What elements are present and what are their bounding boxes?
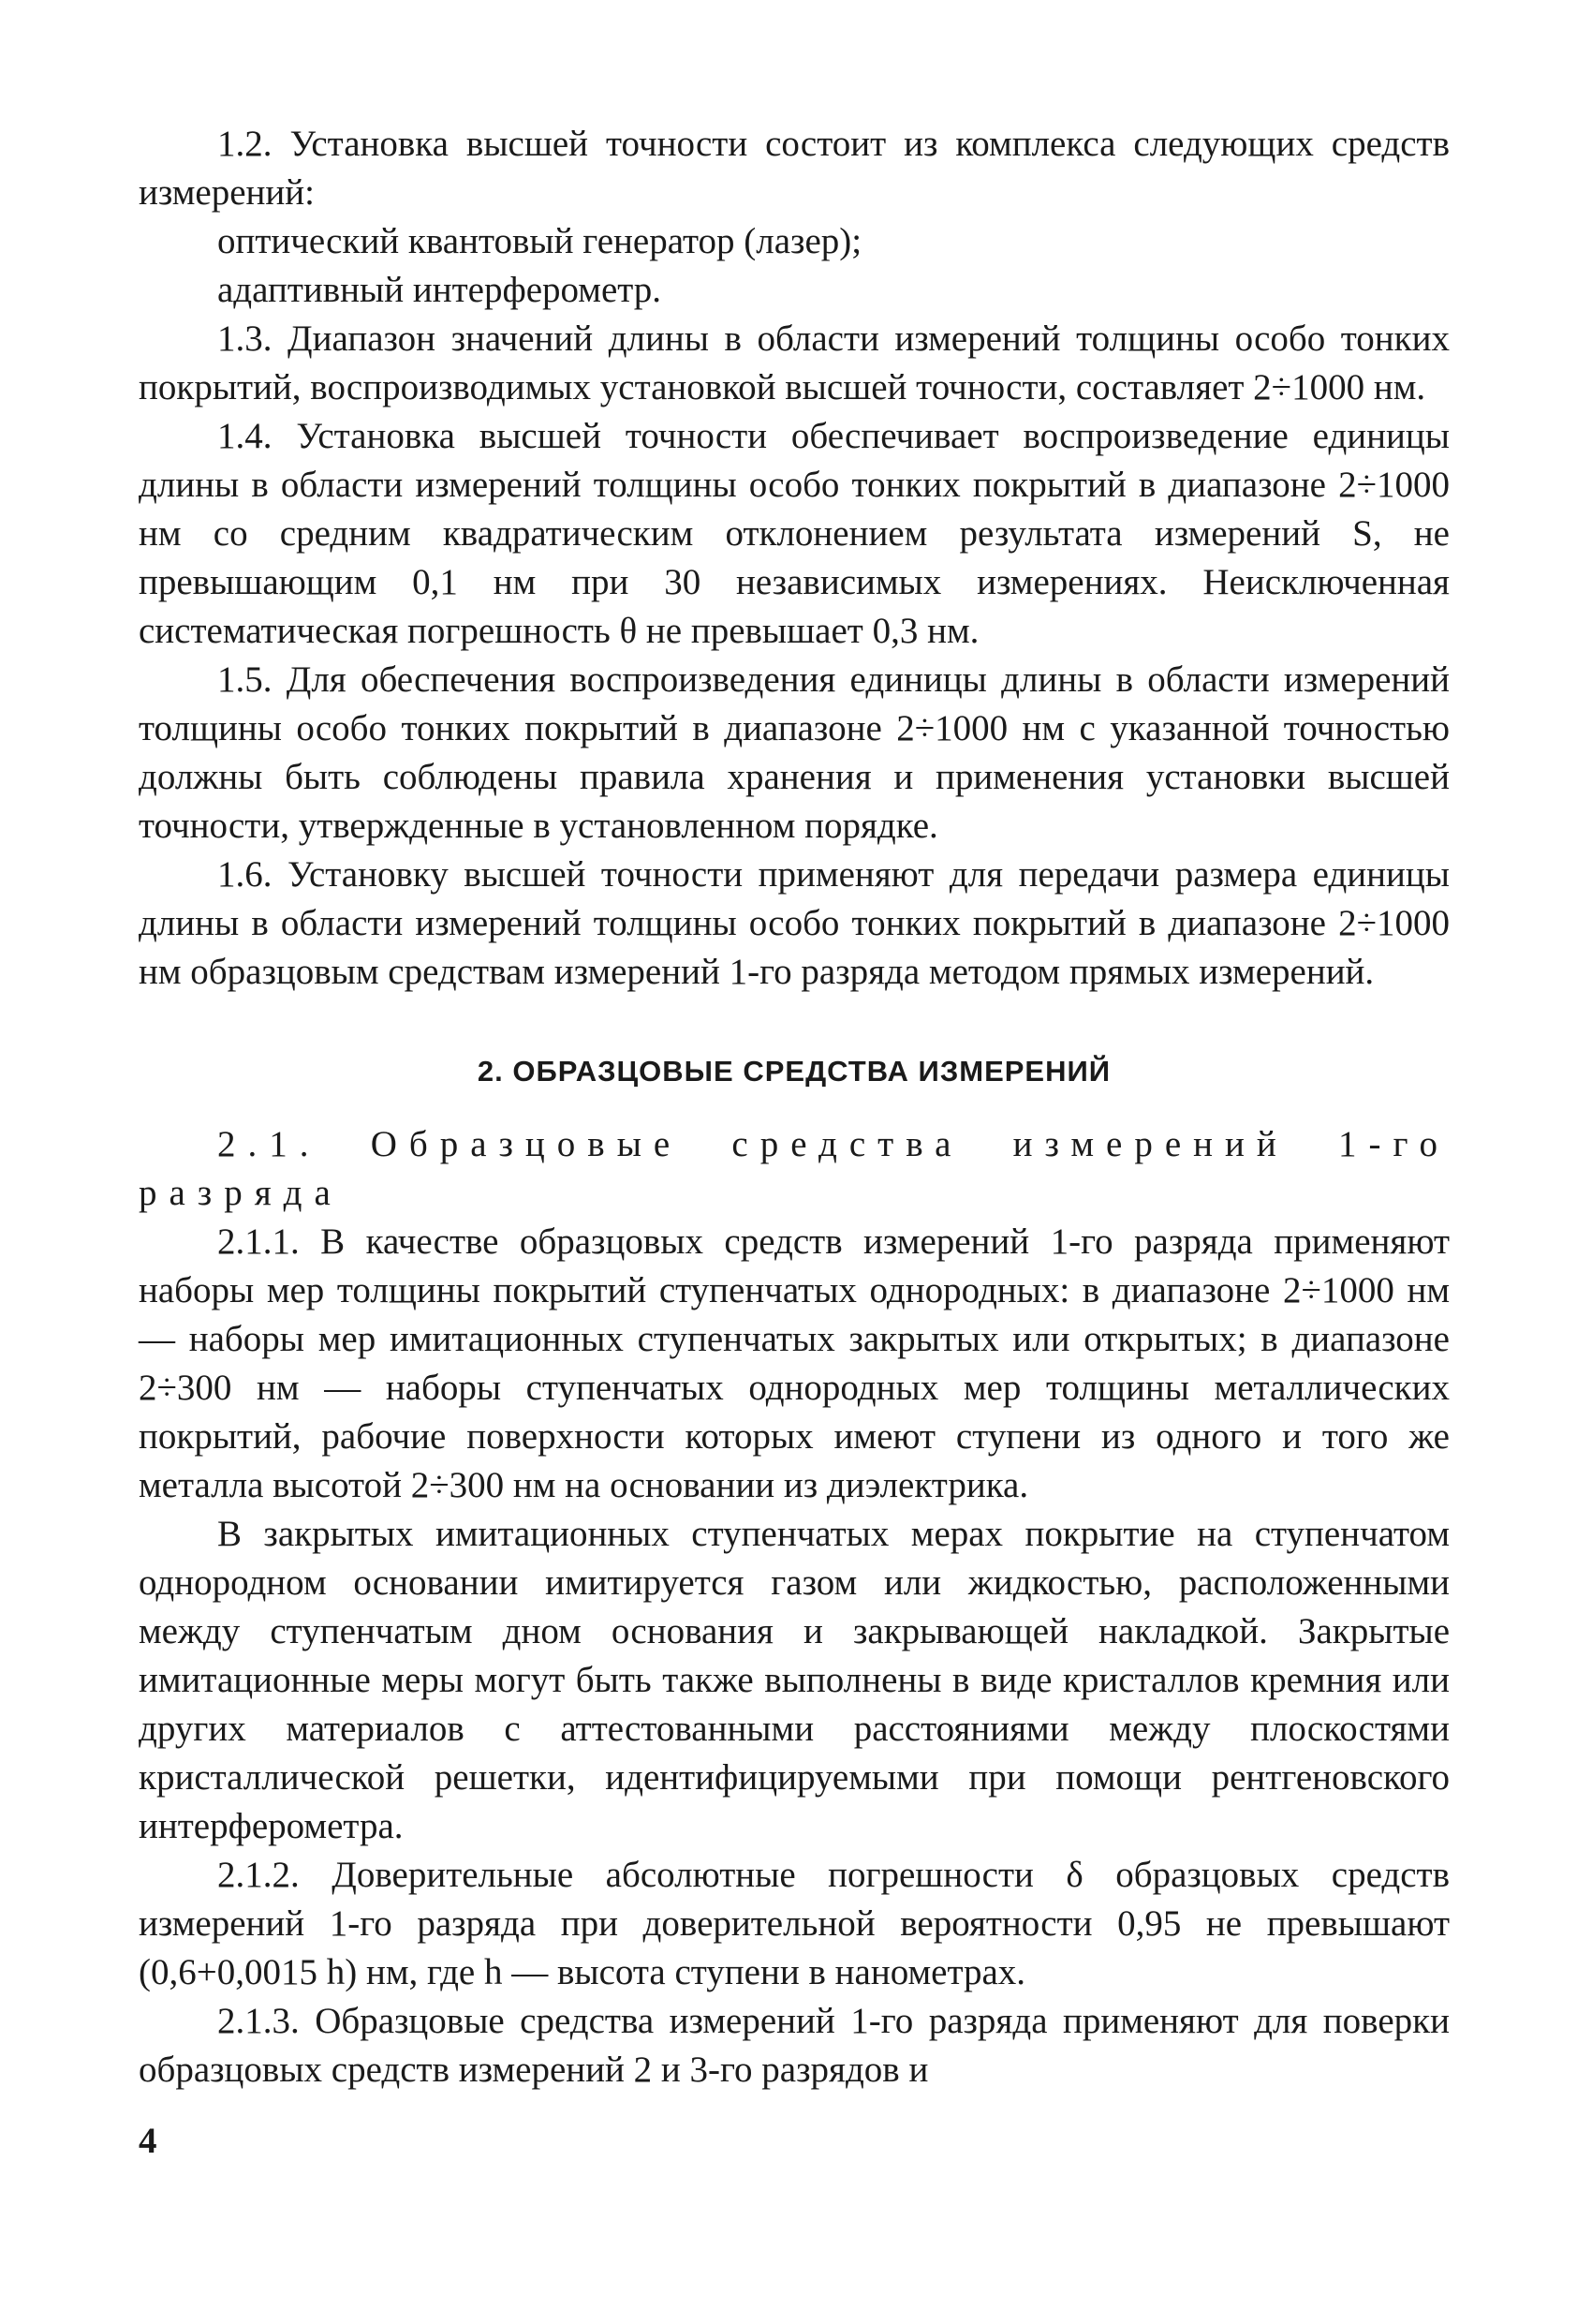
paragraph-2-1-1: 2.1.1. В качестве образцовых средств измерений 1-го разряда применяют наборы мер толщины покрытий ступенчатых однородных: в диапазоне 2÷1000 нм — наборы мер имитационных ступенчатых закрытых или открытых; в диапазоне 2÷300 нм — наборы ступенчатых однородных мер толщины металлических покрытий, рабочие поверхности которых имеют ступени из одного и того же металла высотой 2÷300 нм на основании из диэлектрика.: [139, 1221, 1450, 1505]
paragraph-1-3: 1.3. Диапазон значений длины в области измерений толщины особо тонких покрытий, воспроизводимых установкой высшей точности, составляет 2÷1000 нм.: [139, 318, 1450, 407]
paragraph-2-1-3: 2.1.3. Образцовые средства измерений 1-го разряда применяют для поверки образцовых средств измерений 2 и 3-го разрядов и: [139, 2001, 1450, 2090]
page-number: 4: [139, 2121, 157, 2161]
paragraph-1-4: 1.4. Установка высшей точности обеспечивает воспроизведение единицы длины в области измерений толщины особо тонких покрытий в диапазоне 2÷1000 нм со средним квадратическим отклонением результата измерений S, не превышающим 0,1 нм при 30 независимых измерениях. Неисключенная систематическая погрешность θ не превышает 0,3 нм.: [139, 416, 1450, 651]
document-page: [139, 120, 1450, 2095]
list-item-laser: оптический квантовый генератор (лазер);: [217, 221, 862, 261]
subsection-heading: 2.1. Образцовые средства измерений 1-го разряда: [139, 1124, 1450, 1213]
paragraph-1-5: 1.5. Для обеспечения воспроизведения единицы длины в области измерений толщины особо тонких покрытий в диапазоне 2÷1000 нм с указанной точностью должны быть соблюдены правила хранения и применения установки высшей точности, утвержденные в установленном порядке.: [139, 659, 1450, 846]
list-item-interferometer: адаптивный интерферометр.: [217, 270, 662, 310]
paragraph-2-1-2: 2.1.2. Доверительные абсолютные погрешности δ образцовых средств измерений 1-го разряда при доверительной вероятности 0,95 не превышают (0,6+0,0015 h) нм, где h — высота ступени в нанометрах.: [139, 1855, 1450, 1992]
section-heading: 2. ОБРАЗЦОВЫЕ СРЕДСТВА ИЗМЕРЕНИЙ: [477, 1055, 1112, 1088]
paragraph-1-2: 1.2. Установка высшей точности состоит из комплекса следующих средств измерений:: [139, 124, 1450, 213]
paragraph-1-6: 1.6. Установку высшей точности применяют для передачи размера единицы длины в области измерений толщины особо тонких покрытий в диапазоне 2÷1000 нм образцовым средствам измерений 1-го разряда методом прямых измерений.: [139, 854, 1450, 992]
paragraph-closed-measures: В закрытых имитационных ступенчатых мерах покрытие на ступенчатом однородном основании имитируется газом или жидкостью, расположенными между ступенчатым дном основания и закрывающей накладкой. Закрытые имитационные меры могут быть также выполнены в виде кристаллов кремния или других материалов с аттестованными расстояниями между плоскостями кристаллической решетки, идентифицируемыми при помощи рентгеновского интерферометра.: [139, 1514, 1450, 1846]
